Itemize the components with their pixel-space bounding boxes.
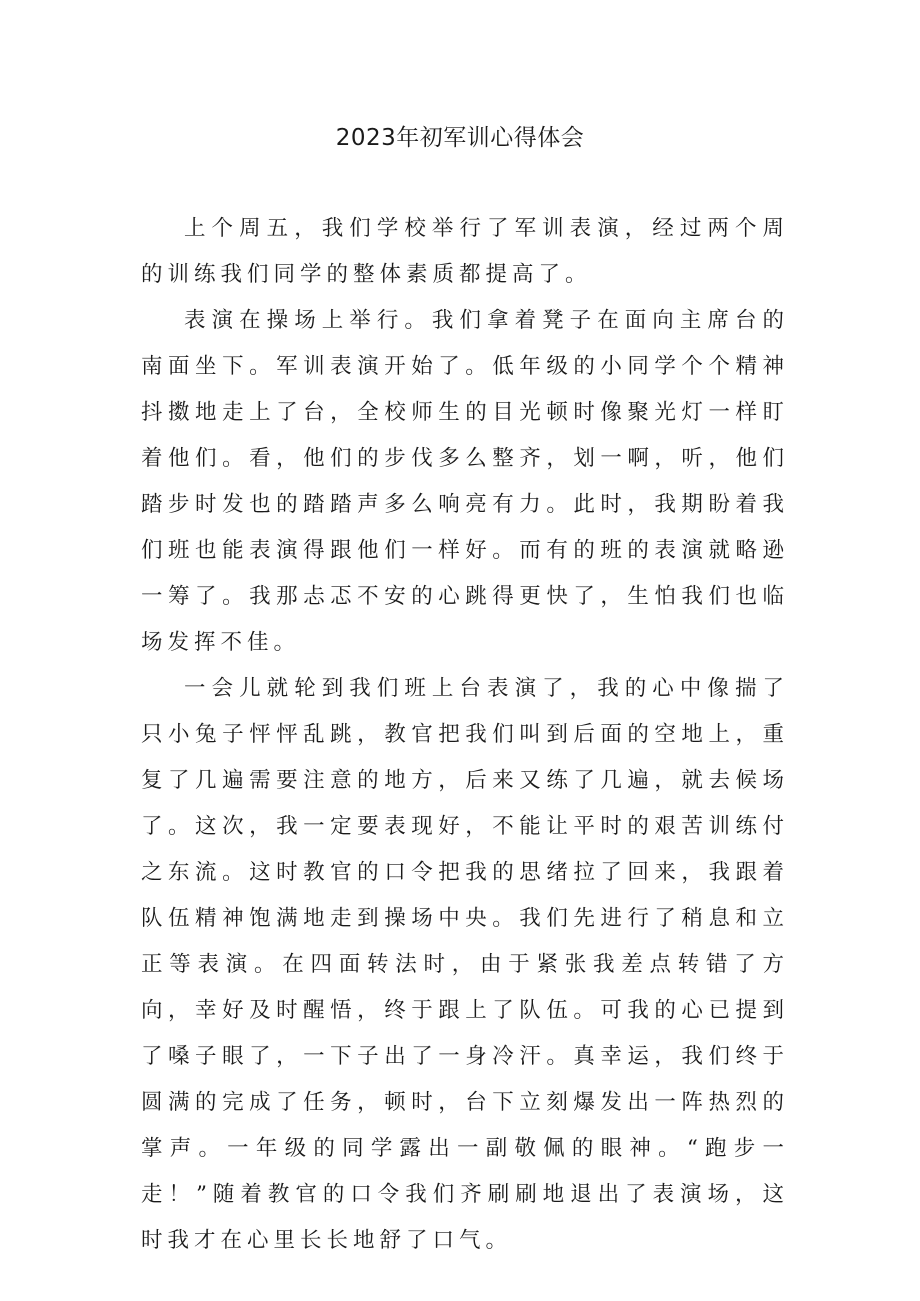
paragraph-1: 上个周五，我们学校举行了军训表演，经过两个周的训练我们同学的整体素质都提高了。 (141, 216, 789, 287)
document-body (141, 206, 789, 1264)
paragraph-3: 一会儿就轮到我们班上台表演了，我的心中像揣了只小兔子怦怦乱跳，教官把我们叫到后面的空地上，重复了几遍需要注意的地方，后来又练了几遍，就去候场了。这次，我一定要表现好，不能让平时的艰苦训练付之东流。这时教官的口令把我的思绪拉了回来，我跟着队伍精神饱满地走到操场中央。我们先进行了稍息和立正等表演。在四面转法时，由于紧张我差点转错了方向，幸好及时醒悟，终于跟上了队伍。可我的心已提到了嗓子眼了，一下子出了一身冷汗。真幸运，我们终于圆满的完成了任务，顿时，台下立刻爆发出一阵热烈的掌声。一年级的同学露出一副敬佩的眼神。“跑步一走！”随着教官的口令我们齐刷刷地退出了表演场，这时我才在心里长长地舒了口气。 (141, 676, 789, 1253)
paragraph-2: 表演在操场上举行。我们拿着凳子在面向主席台的南面坐下。军训表演开始了。低年级的小同学个个精神抖擞地走上了台，全校师生的目光顿时像聚光灯一样盯着他们。看，他们的步伐多么整齐，划一啊，听，他们踏步时发也的踏踏声多么响亮有力。此时，我期盼着我们班也能表演得跟他们一样好。而有的班的表演就略逊一筹了。我那忐忑不安的心跳得更快了，生怕我们也临场发挥不佳。 (141, 308, 789, 655)
document-title: 2023年初军训心得体会 (335, 125, 585, 151)
